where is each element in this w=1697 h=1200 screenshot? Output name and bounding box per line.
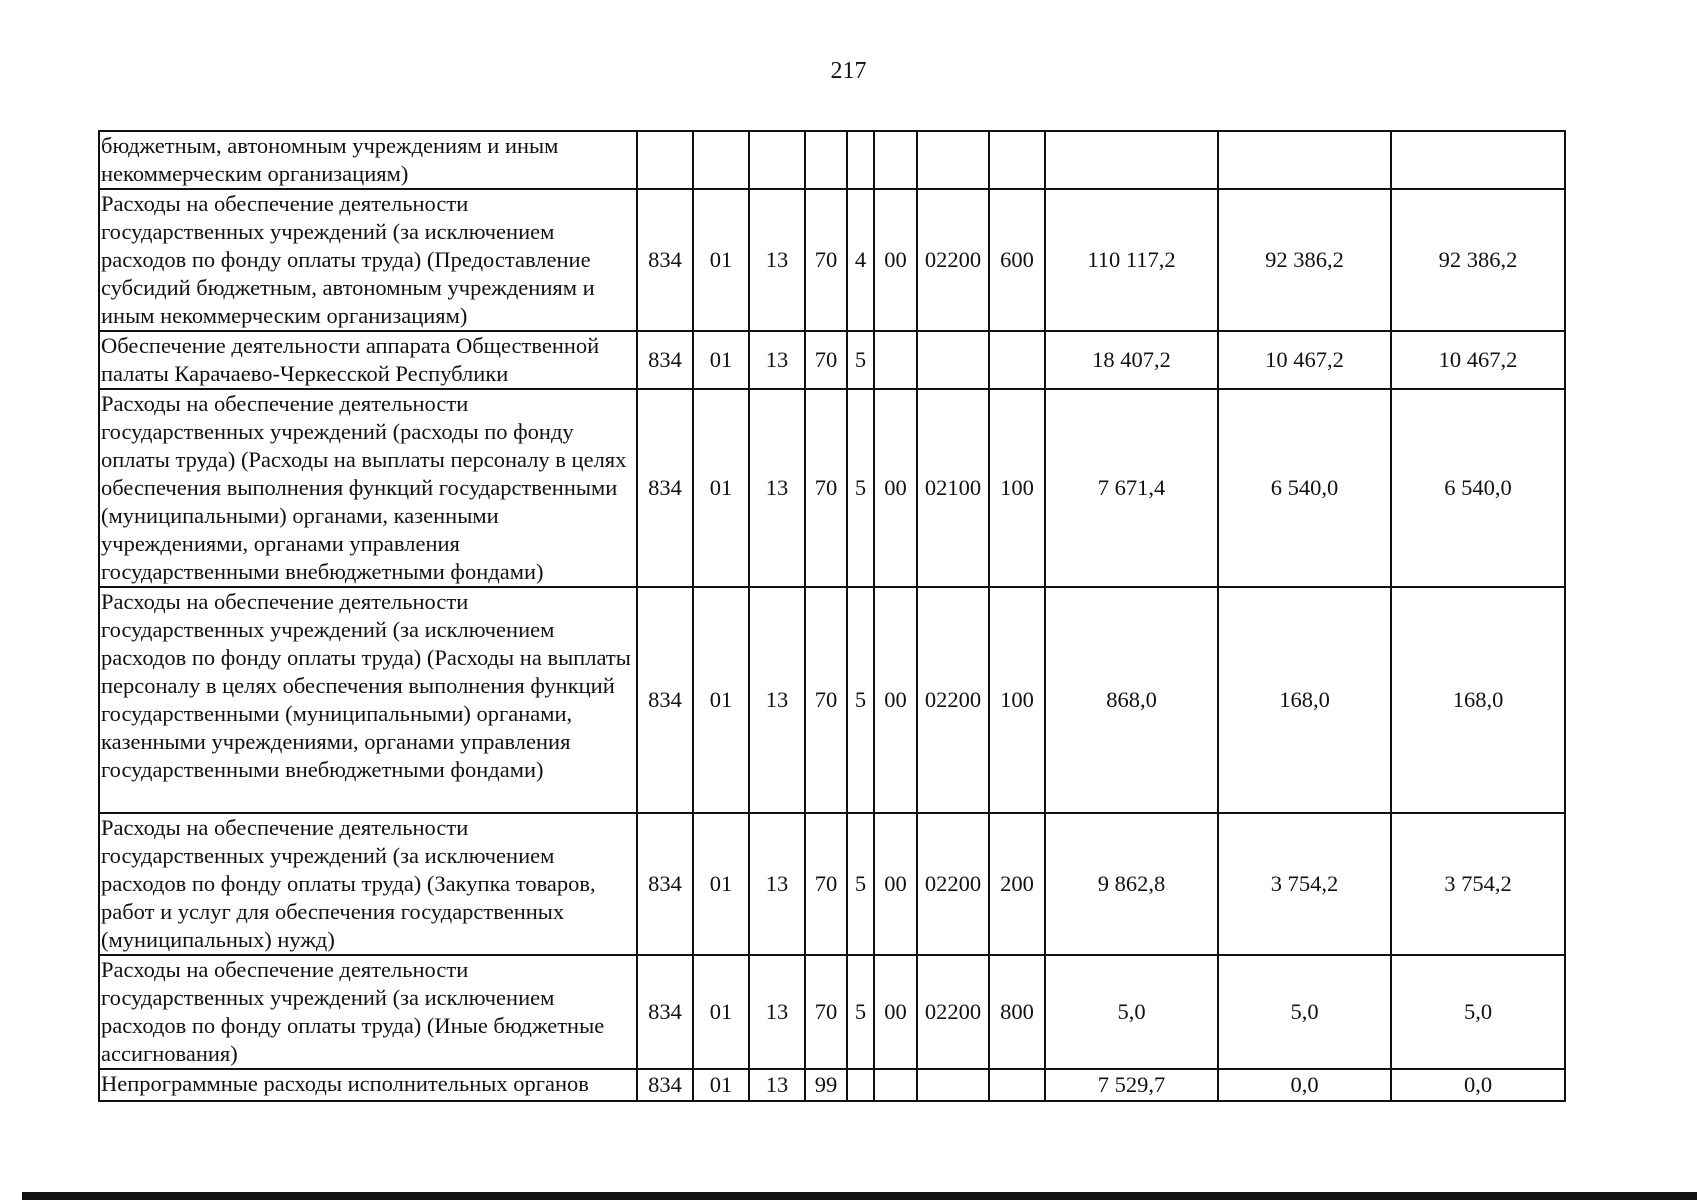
subprogram-code-cell: 5: [847, 331, 874, 389]
section-code-cell: 01: [693, 813, 749, 955]
group-code-cell: [874, 331, 917, 389]
expense-type-cell: [989, 131, 1045, 189]
subsection-code-cell: 13: [749, 813, 805, 955]
subsection-code-cell: 13: [749, 1069, 805, 1101]
ministry-code-cell: [637, 131, 693, 189]
amount-3-cell: 10 467,2: [1391, 331, 1565, 389]
amount-1-cell: 5,0: [1045, 955, 1218, 1069]
amount-2-cell: 5,0: [1218, 955, 1391, 1069]
section-code-cell: 01: [693, 189, 749, 331]
direction-code-cell: 02100: [917, 389, 989, 587]
ministry-code-cell: 834: [637, 1069, 693, 1101]
group-code-cell: [874, 1069, 917, 1101]
expense-type-cell: 600: [989, 189, 1045, 331]
expense-type-cell: [989, 1069, 1045, 1101]
row-name-cell: Расходы на обеспечение деятельности государственных учреждений (расходы по фонду оплаты труда) (Расходы на выплаты персоналу в целях обеспечения выполнения функций государственными (муниципальными) органами, казенными учреждениями, органами управления государственными внебюджетными фондами): [99, 389, 637, 587]
expense-type-cell: 100: [989, 587, 1045, 813]
program-code-cell: 70: [805, 955, 847, 1069]
subsection-code-cell: 13: [749, 331, 805, 389]
group-code-cell: 00: [874, 955, 917, 1069]
direction-code-cell: [917, 131, 989, 189]
table-row: [99, 1069, 1565, 1101]
expense-type-cell: 200: [989, 813, 1045, 955]
group-code-cell: 00: [874, 389, 917, 587]
amount-1-cell: [1045, 131, 1218, 189]
subprogram-code-cell: 4: [847, 189, 874, 331]
subprogram-code-cell: [847, 131, 874, 189]
subprogram-code-cell: 5: [847, 955, 874, 1069]
expense-type-cell: [989, 331, 1045, 389]
program-code-cell: 70: [805, 189, 847, 331]
table-row: [99, 189, 1565, 331]
subsection-code-cell: [749, 131, 805, 189]
table-row: [99, 813, 1565, 955]
ministry-code-cell: 834: [637, 331, 693, 389]
amount-3-cell: [1391, 131, 1565, 189]
row-name-cell: Обеспечение деятельности аппарата Общественной палаты Карачаево-Черкесской Республики: [99, 331, 637, 389]
direction-code-cell: [917, 331, 989, 389]
amount-1-cell: 7 529,7: [1045, 1069, 1218, 1101]
amount-3-cell: 92 386,2: [1391, 189, 1565, 331]
section-code-cell: 01: [693, 389, 749, 587]
direction-code-cell: 02200: [917, 955, 989, 1069]
row-name-cell: Расходы на обеспечение деятельности государственных учреждений (за исключением расходов по фонду оплаты труда) (Закупка товаров, работ и услуг для обеспечения государственных (муниципальных) нужд): [99, 813, 637, 955]
amount-2-cell: [1218, 131, 1391, 189]
amount-1-cell: 9 862,8: [1045, 813, 1218, 955]
section-code-cell: 01: [693, 955, 749, 1069]
subsection-code-cell: 13: [749, 189, 805, 331]
scan-edge-bar: [22, 1192, 1697, 1200]
direction-code-cell: 02200: [917, 813, 989, 955]
amount-3-cell: 3 754,2: [1391, 813, 1565, 955]
ministry-code-cell: 834: [637, 955, 693, 1069]
section-code-cell: [693, 131, 749, 189]
program-code-cell: 70: [805, 331, 847, 389]
section-code-cell: 01: [693, 587, 749, 813]
expense-type-cell: 800: [989, 955, 1045, 1069]
amount-2-cell: 92 386,2: [1218, 189, 1391, 331]
direction-code-cell: 02200: [917, 189, 989, 331]
group-code-cell: 00: [874, 189, 917, 331]
amount-2-cell: 3 754,2: [1218, 813, 1391, 955]
section-code-cell: 01: [693, 1069, 749, 1101]
subsection-code-cell: 13: [749, 389, 805, 587]
subprogram-code-cell: 5: [847, 389, 874, 587]
direction-code-cell: 02200: [917, 587, 989, 813]
table-row: [99, 131, 1565, 189]
page-number: 217: [830, 58, 867, 84]
amount-3-cell: 0,0: [1391, 1069, 1565, 1101]
subprogram-code-cell: [847, 1069, 874, 1101]
subprogram-code-cell: 5: [847, 587, 874, 813]
amount-1-cell: 868,0: [1045, 587, 1218, 813]
ministry-code-cell: 834: [637, 587, 693, 813]
budget-table: [98, 130, 1566, 1102]
amount-1-cell: 18 407,2: [1045, 331, 1218, 389]
amount-2-cell: 0,0: [1218, 1069, 1391, 1101]
table-row: [99, 587, 1565, 813]
amount-3-cell: 168,0: [1391, 587, 1565, 813]
table-row: [99, 389, 1565, 587]
program-code-cell: 70: [805, 587, 847, 813]
group-code-cell: 00: [874, 587, 917, 813]
subsection-code-cell: 13: [749, 587, 805, 813]
ministry-code-cell: 834: [637, 813, 693, 955]
program-code-cell: 70: [805, 389, 847, 587]
table-row: [99, 331, 1565, 389]
amount-2-cell: 6 540,0: [1218, 389, 1391, 587]
amount-3-cell: 5,0: [1391, 955, 1565, 1069]
program-code-cell: 70: [805, 813, 847, 955]
ministry-code-cell: 834: [637, 389, 693, 587]
amount-3-cell: 6 540,0: [1391, 389, 1565, 587]
row-name-cell: Расходы на обеспечение деятельности государственных учреждений (за исключением расходов по фонду оплаты труда) (Иные бюджетные ассигнования): [99, 955, 637, 1069]
subsection-code-cell: 13: [749, 955, 805, 1069]
table-row: [99, 955, 1565, 1069]
program-code-cell: [805, 131, 847, 189]
section-code-cell: 01: [693, 331, 749, 389]
row-name-cell: Расходы на обеспечение деятельности государственных учреждений (за исключением расходов по фонду оплаты труда) (Расходы на выплаты персоналу в целях обеспечения выполнения функций государственными (муниципальными) органами, казенными учреждениями, органами управления государственными внебюджетными фондами): [99, 587, 637, 813]
group-code-cell: [874, 131, 917, 189]
amount-2-cell: 10 467,2: [1218, 331, 1391, 389]
row-name-cell: Расходы на обеспечение деятельности государственных учреждений (за исключением расходов по фонду оплаты труда) (Предоставление субсидий бюджетным, автономным учреждениям и иным некоммерческим организациям): [99, 189, 637, 331]
row-name-cell: бюджетным, автономным учреждениям и иным некоммерческим организациям): [99, 131, 637, 189]
row-name-cell: Непрограммные расходы исполнительных органов: [99, 1069, 637, 1101]
group-code-cell: 00: [874, 813, 917, 955]
program-code-cell: 99: [805, 1069, 847, 1101]
expense-type-cell: 100: [989, 389, 1045, 587]
subprogram-code-cell: 5: [847, 813, 874, 955]
direction-code-cell: [917, 1069, 989, 1101]
ministry-code-cell: 834: [637, 189, 693, 331]
amount-2-cell: 168,0: [1218, 587, 1391, 813]
amount-1-cell: 7 671,4: [1045, 389, 1218, 587]
amount-1-cell: 110 117,2: [1045, 189, 1218, 331]
